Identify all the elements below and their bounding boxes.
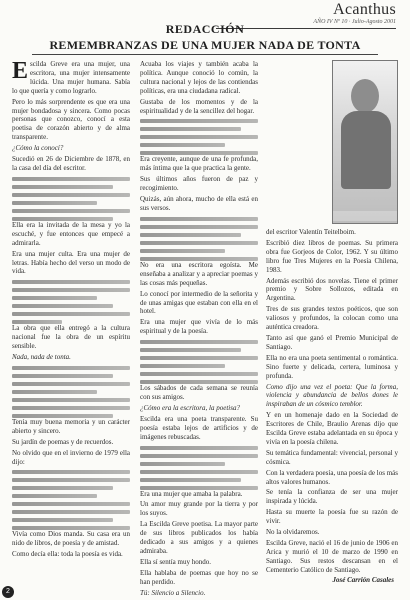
right-paragraph-11: Se tenía la confianza de ser una mujer inspirada y lúcida. — [266, 488, 398, 506]
right-paragraph-1: del escritor Valentín Teitelboim. — [266, 228, 356, 236]
headline-divider — [32, 54, 378, 55]
right-paragraph-4: Tres de sus grandes textos poéticos, que son valiosos y profundos, la colocan como una auténtica creadora. — [266, 305, 398, 332]
right-paragraph-8: Y en un homenaje dado en la Sociedad de Escritores de Chile, Braulio Arenas dijo que Escilda Greve estaba adelantada en su época y vivía en la poesía chilena. — [266, 411, 398, 446]
left-paragraph-9: Tenía muy buena memoria y un carácter abierto y sincero. — [12, 417, 130, 435]
middle-paragraph-6: No era una escritora egoísta. Me enseñaba a analizar y a apreciar poemas y las cosas más pequeñas. — [140, 260, 258, 287]
left-body-lines-2 — [12, 280, 130, 324]
page-number: 2 — [2, 586, 14, 598]
left-body-lines-3 — [12, 366, 130, 418]
middle-paragraph-8: Era una mujer que vivía de lo más espiritual y de la poesía. — [140, 318, 258, 336]
middle-paragraph-13: Un amor muy grande por la tierra y por los suyos. — [140, 500, 258, 518]
left-paragraph-13: Como decía ella: toda la poesía es vida. — [12, 550, 123, 559]
middle-paragraph-9: Los sábados de cada semana se reunía con sus amigos. — [140, 384, 258, 402]
left-paragraph-4: Sucedió en 26 de Diciembre de 1878, en la casa del día del escritor. — [12, 155, 130, 172]
middle-paragraph-4: Sus últimos años fueron de paz y recogimiento. — [140, 175, 258, 193]
left-paragraph-5: Ella era la invitada de la mesa y yo la escuché, y fue entonces que empecé a admirarla. — [12, 220, 130, 247]
left-paragraph-1-text: scilda Greve era una mujer, una escritora, una mujer intensamente lúcida. Una mujer humana. Sabía lo que quería y como lograrlo. — [12, 60, 130, 95]
portrait-head-shape — [351, 79, 379, 113]
right-paragraph-14: Escilda Greve, nació el 16 de junio de 1906 en Arica y murió el 10 de marzo de 1990 en Santiago. Sus restos descansan en el Cementerio Católico de Santiago. — [266, 539, 398, 574]
middle-paragraph-2: Gustaba de los momentos y de la espiritualidad y de la sencillez del hogar. — [140, 97, 258, 115]
middle-paragraph-11: Escilda era una poeta transparente. Su poesía estaba lejos de artificios y de imágenes rebuscadas. — [140, 414, 258, 441]
author-signature: José Carrión Casales — [332, 576, 394, 584]
middle-paragraph-12: Era una mujer que amaba la palabra. — [140, 489, 243, 498]
middle-paragraph-3: Era creyente, aunque de una fe profunda, más íntima que la que practica la gente. — [140, 155, 258, 173]
right-paragraph-3: Además escribió dos novelas. Tiene el primer premio y Sobre Sollozos, editada en Argentina. — [266, 276, 398, 303]
right-paragraph-13: No la olvidaremos. — [266, 528, 320, 537]
issue-info: AÑO IV Nº 10 · Julio-Agosto 2001 — [313, 19, 396, 25]
left-body-lines-4 — [12, 470, 130, 530]
middle-paragraph-17: Tú: Silencio a Silencio. — [140, 588, 206, 597]
dropcap-letter: E — [12, 58, 29, 84]
left-paragraph-1 — [12, 60, 130, 96]
left-paragraph-7: La obra que ella entregó a la cultura nacional fue la obra de un espíritu sensible. — [12, 324, 130, 351]
right-paragraph-10: Con la verdadera poesía, una poesía de los más altos valores humanos. — [266, 468, 398, 486]
middle-body-lines-3 — [140, 340, 258, 384]
right-paragraph-7: Como dijo una vez el poeta: Que la forma, violencia y abundancia de bellos dones le inspiraban de un cósmico temblor. — [266, 382, 398, 409]
right-paragraph-5: Tanto así que ganó el Premio Municipal de Santiago. — [266, 333, 398, 351]
article-headline: REMEMBRANZAS DE UNA MUJER NADA DE TONTA — [49, 38, 361, 52]
portrait-caption-band — [333, 211, 397, 221]
middle-paragraph-15: Ella sí sentía muy hondo. — [140, 557, 211, 566]
right-paragraph-2: Escribió diez libros de poemas. Su primera obra fue Gorjeos de Color, 1962. Y su último libro fue Tres Mujeres en la Poesía Chilena, 1983. — [266, 238, 398, 274]
middle-paragraph-1: Acuaba los viajes y también acaba la política. Aunque conoció lo común, la cultura nacional y lejos de las contiendas políticas, era una ciudadana radical. — [140, 60, 258, 95]
middle-paragraph-16: Ella hablaba de poemas que hoy no se han perdido. — [140, 568, 258, 586]
middle-paragraph-14: La Escilda Greve poetisa. La mayor parte de sus libros publicados los había dedicado a sus amigos y a quienes admiraba. — [140, 520, 258, 555]
portrait-body-shape — [341, 111, 391, 189]
left-paragraph-12: Vivía como Dios manda. Su casa era un nido de libros, de poesía y de amistad. — [12, 530, 130, 548]
left-paragraph-11: No olvido que en el invierno de 1979 ella dijo: — [12, 448, 130, 466]
left-body-lines-1 — [12, 177, 130, 221]
middle-body-lines-2 — [140, 217, 258, 261]
middle-paragraph-5: Quizás, aún ahora, mucho de ella está en sus versos. — [140, 195, 258, 212]
section-title: REDACCIÓN — [165, 22, 245, 36]
middle-column — [140, 60, 258, 600]
publication-name: Acanthus — [333, 1, 396, 18]
portrait-photo — [332, 60, 398, 224]
middle-body-lines-4 — [140, 446, 258, 490]
right-paragraph-12: Hasta su muerte la poesía fue su razón de vivir. — [266, 508, 398, 526]
left-paragraph-10: Su jardín de poemas y de recuerdos. — [12, 437, 114, 446]
right-paragraph-6: Ella no era una poeta sentimental o romántica. Sino fuerte y delicada, certera, luminosa y profunda. — [266, 353, 398, 380]
middle-body-lines-1 — [140, 119, 258, 155]
left-column — [12, 60, 130, 561]
right-paragraph-9: Su temática fundamental: vivencial, personal y cósmica. — [266, 448, 398, 466]
left-paragraph-8: Nada, nada de tonta. — [12, 353, 71, 362]
left-paragraph-2: Pero lo más sorprendente es que era una mujer bondadosa y sincera. Como pocas personas que conozco, conocí a esta poetisa de corazón abierto y de alma transparente. — [12, 97, 130, 142]
middle-paragraph-10: ¿Cómo era la escritora, la poetisa? — [140, 403, 240, 412]
left-paragraph-6: Era una mujer culta. Era una mujer de letras. Había hecho del verso un modo de vida. — [12, 249, 130, 276]
left-paragraph-3: ¿Cómo la conocí? — [12, 144, 64, 153]
middle-paragraph-7: Lo conocí por intermedio de la señorita y de unas amigas que estaban con ella en el hotel. — [140, 289, 258, 316]
